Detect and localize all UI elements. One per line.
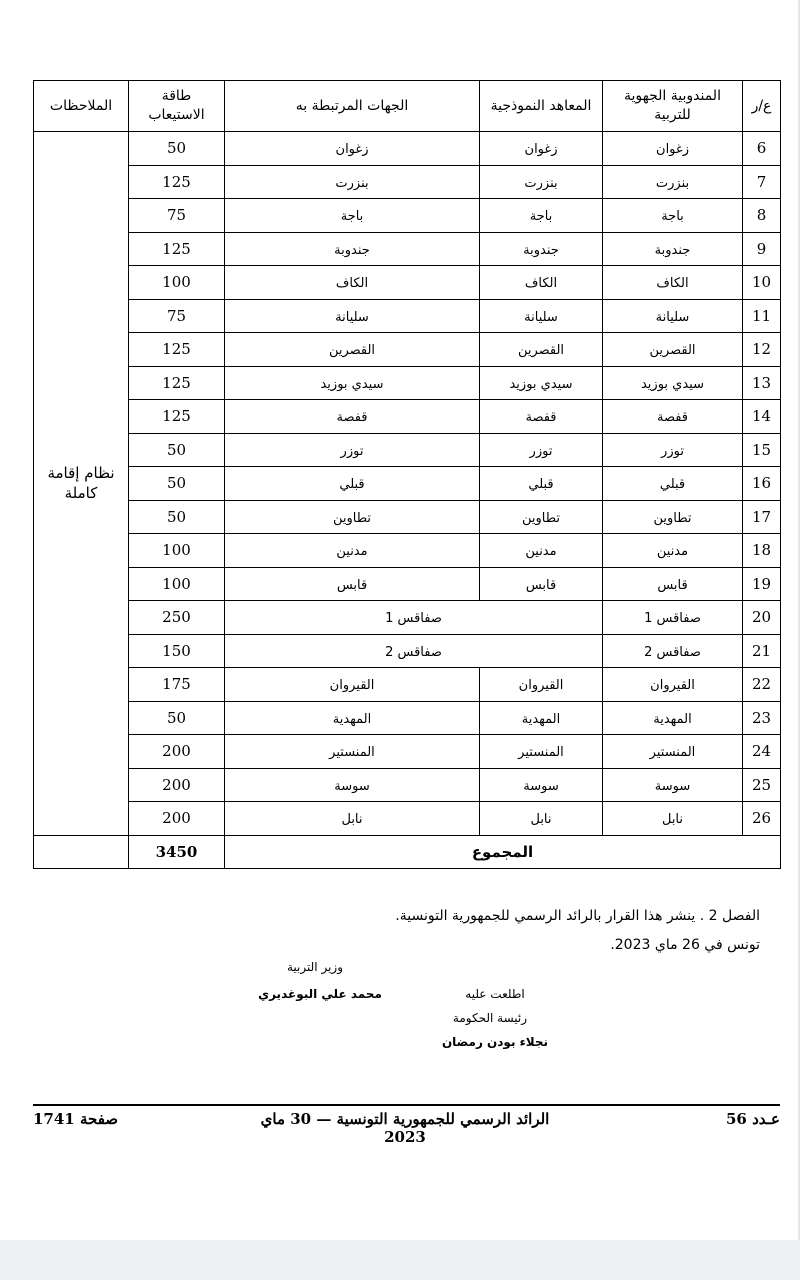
cell-institute-merged: صفاقس 1: [225, 601, 603, 635]
minister-title: وزير التربية: [287, 960, 343, 974]
cell-affiliated: المهدية: [225, 701, 480, 735]
table-row: [34, 634, 781, 668]
cell-region: صفاقس 1: [603, 601, 743, 635]
row-index: 13: [743, 366, 781, 400]
header-region: المندوبية الجهوية للتربية: [603, 81, 743, 132]
cell-affiliated: سوسة: [225, 768, 480, 802]
table-header-row: [34, 81, 781, 132]
cell-capacity: 100: [129, 266, 225, 300]
cell-institute: قفصة: [480, 400, 603, 434]
cell-institute: تطاوين: [480, 500, 603, 534]
cell-capacity: 50: [129, 500, 225, 534]
cell-capacity: 125: [129, 366, 225, 400]
table-row: [34, 165, 781, 199]
cell-affiliated: توزر: [225, 433, 480, 467]
footer-issue: عـدد 56: [726, 1110, 780, 1128]
decree-date: تونس في 26 ماي 2023.: [610, 937, 760, 953]
cell-region: بنزرت: [603, 165, 743, 199]
cell-capacity: 125: [129, 400, 225, 434]
pm-title: رئيسة الحكومة: [452, 1011, 528, 1025]
cell-institute: جندوبة: [480, 232, 603, 266]
footer-journal: الرائد الرسمي للجمهورية التونسية — 30 ماي 2023: [260, 1110, 550, 1146]
footer-page: صفحة 1741: [33, 1110, 119, 1128]
cell-institute: مدنين: [480, 534, 603, 568]
table-row: [34, 132, 781, 166]
table-row: [34, 500, 781, 534]
table-row: [34, 534, 781, 568]
capacity-table: [33, 80, 781, 869]
cell-capacity: 175: [129, 668, 225, 702]
cell-capacity: 125: [129, 232, 225, 266]
decree-article: الفصل 2 . ينشر هذا القرار بالرائد الرسمي للجمهورية التونسية.: [395, 908, 760, 924]
row-index: 12: [743, 333, 781, 367]
cell-institute: الكاف: [480, 266, 603, 300]
cell-institute: بنزرت: [480, 165, 603, 199]
total-row: [34, 835, 781, 869]
cell-capacity: 200: [129, 802, 225, 836]
cell-capacity: 50: [129, 467, 225, 501]
cell-affiliated: قابس: [225, 567, 480, 601]
cell-institute: باجة: [480, 199, 603, 233]
row-index: 17: [743, 500, 781, 534]
cell-region: سليانة: [603, 299, 743, 333]
cell-institute: القصرين: [480, 333, 603, 367]
table-row: [34, 668, 781, 702]
footer-divider: [33, 1104, 780, 1106]
cell-institute: زغوان: [480, 132, 603, 166]
cell-affiliated: باجة: [225, 199, 480, 233]
table-row: [34, 400, 781, 434]
table-row: [34, 601, 781, 635]
cell-affiliated: تطاوين: [225, 500, 480, 534]
row-index: 22: [743, 668, 781, 702]
cell-capacity: 100: [129, 567, 225, 601]
cell-region: قبلي: [603, 467, 743, 501]
cell-institute: القيروان: [480, 668, 603, 702]
cell-institute: المهدية: [480, 701, 603, 735]
cell-region: زغوان: [603, 132, 743, 166]
header-index: ع/ر: [743, 81, 781, 132]
row-index: 11: [743, 299, 781, 333]
cell-region: القيروان: [603, 668, 743, 702]
cell-affiliated: الكاف: [225, 266, 480, 300]
cell-region: سيدي بوزيد: [603, 366, 743, 400]
table-row: [34, 567, 781, 601]
bottom-strip: [0, 1240, 800, 1280]
cell-region: قفصة: [603, 400, 743, 434]
table-body: [34, 132, 781, 869]
cell-capacity: 100: [129, 534, 225, 568]
table-row: [34, 467, 781, 501]
row-index: 6: [743, 132, 781, 166]
cell-region: صفاقس 2: [603, 634, 743, 668]
cell-institute: قبلي: [480, 467, 603, 501]
cell-region: مدنين: [603, 534, 743, 568]
cell-affiliated: زغوان: [225, 132, 480, 166]
total-value: 3450: [129, 835, 225, 869]
row-index: 9: [743, 232, 781, 266]
cell-region: باجة: [603, 199, 743, 233]
header-institute: المعاهد النموذجية: [480, 81, 603, 132]
cell-capacity: 125: [129, 165, 225, 199]
cell-capacity: 50: [129, 701, 225, 735]
cell-capacity: 200: [129, 768, 225, 802]
row-index: 15: [743, 433, 781, 467]
row-index: 7: [743, 165, 781, 199]
cell-institute: سليانة: [480, 299, 603, 333]
row-index: 14: [743, 400, 781, 434]
cell-notes: [34, 132, 129, 836]
cell-institute: سوسة: [480, 768, 603, 802]
row-index: 10: [743, 266, 781, 300]
table-row: [34, 199, 781, 233]
table-row: [34, 768, 781, 802]
table-row: [34, 232, 781, 266]
row-index: 26: [743, 802, 781, 836]
cell-affiliated: قبلي: [225, 467, 480, 501]
table-row: [34, 735, 781, 769]
table-row: [34, 701, 781, 735]
cell-region: تطاوين: [603, 500, 743, 534]
notes-line-2: كاملة: [64, 484, 98, 503]
minister-name: محمد علي البوغديري: [258, 987, 382, 1001]
cell-region: توزر: [603, 433, 743, 467]
table-row: [34, 366, 781, 400]
table-row: [34, 802, 781, 836]
seen-note: اطلعت عليه: [465, 987, 525, 1001]
cell-institute-merged: صفاقس 2: [225, 634, 603, 668]
cell-affiliated: المنستير: [225, 735, 480, 769]
cell-institute: نابل: [480, 802, 603, 836]
cell-institute: قابس: [480, 567, 603, 601]
cell-capacity: 125: [129, 333, 225, 367]
cell-affiliated: سليانة: [225, 299, 480, 333]
row-index: 20: [743, 601, 781, 635]
cell-capacity: 250: [129, 601, 225, 635]
cell-region: جندوبة: [603, 232, 743, 266]
total-label: المجموع: [225, 835, 781, 869]
table-row: [34, 433, 781, 467]
row-index: 21: [743, 634, 781, 668]
header-notes: الملاحظات: [34, 81, 129, 132]
pm-name: نجلاء بودن رمضان: [441, 1035, 549, 1049]
cell-region: نابل: [603, 802, 743, 836]
cell-institute: سيدي بوزيد: [480, 366, 603, 400]
cell-affiliated: مدنين: [225, 534, 480, 568]
table-row: [34, 266, 781, 300]
row-index: 25: [743, 768, 781, 802]
table-row: [34, 299, 781, 333]
row-index: 16: [743, 467, 781, 501]
cell-region: القصرين: [603, 333, 743, 367]
cell-institute: توزر: [480, 433, 603, 467]
notes-line-1: نظام إقامة: [47, 464, 115, 483]
row-index: 19: [743, 567, 781, 601]
cell-region: قابس: [603, 567, 743, 601]
cell-affiliated: نابل: [225, 802, 480, 836]
row-index: 23: [743, 701, 781, 735]
table-row: [34, 333, 781, 367]
cell-region: الكاف: [603, 266, 743, 300]
total-notes-empty: [34, 835, 129, 869]
row-index: 24: [743, 735, 781, 769]
cell-capacity: 50: [129, 132, 225, 166]
cell-capacity: 200: [129, 735, 225, 769]
cell-capacity: 75: [129, 199, 225, 233]
cell-region: المهدية: [603, 701, 743, 735]
cell-affiliated: القيروان: [225, 668, 480, 702]
cell-affiliated: سيدي بوزيد: [225, 366, 480, 400]
row-index: 18: [743, 534, 781, 568]
cell-affiliated: جندوبة: [225, 232, 480, 266]
cell-affiliated: قفصة: [225, 400, 480, 434]
cell-capacity: 150: [129, 634, 225, 668]
cell-region: سوسة: [603, 768, 743, 802]
cell-capacity: 75: [129, 299, 225, 333]
row-index: 8: [743, 199, 781, 233]
cell-affiliated: القصرين: [225, 333, 480, 367]
cell-affiliated: بنزرت: [225, 165, 480, 199]
cell-region: المنستير: [603, 735, 743, 769]
cell-capacity: 50: [129, 433, 225, 467]
header-affiliated: الجهات المرتبطة به: [225, 81, 480, 132]
header-capacity: طاقة الاستيعاب: [129, 81, 225, 132]
cell-institute: المنستير: [480, 735, 603, 769]
